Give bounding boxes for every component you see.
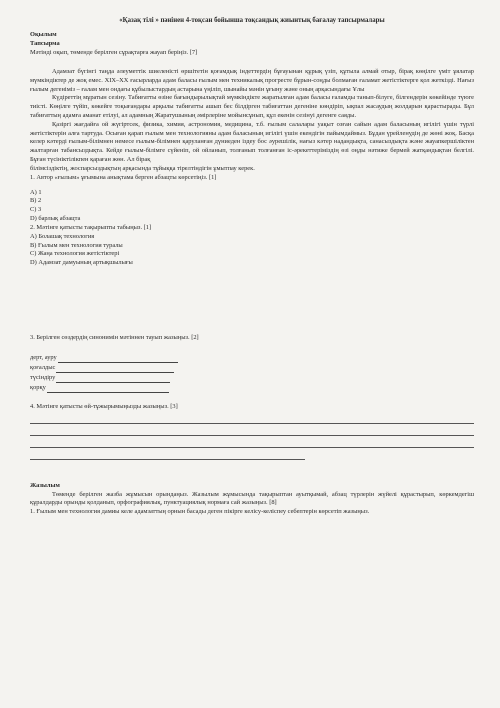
synonym-row xyxy=(30,383,474,393)
writing-task: 1. Ғылым мен технология дамиы келе адамзаттың орнын басады деген пікірге келісу-келіспеу себептерін көрсетіп жазыңыз. xyxy=(30,508,370,516)
q2-option-d: D) Адамзат дамуының артықшылығы xyxy=(30,259,133,267)
question-1: 1. Автор «ғылым» ұғымына анықтама берген абзацты көрсетіңіз. [1] xyxy=(30,173,217,181)
synonym-word: түсіндіру xyxy=(30,374,56,382)
text-paragraph-2: Күдіреттің мұратын сезіну. Табиғатты өзіне бағындырылықтай мүмкіндікте жаратылған адам баласы ғаламды танып-білуге, білгендерін көкейінде түюге тиісті. Көңілге түйіп, көкейге тоқығандары арқылы табиғатты ашып бес білдірген табиғаттан дегеніне көндіріп, ықпал жасаудың жолдарын қарастырады. Бұл табиғаттың адамға аманат етілуі, ал адамның Жаратушының әмірлеріне мойынсұнып, құл екенін сезінуі дегенге саяды. xyxy=(30,94,474,119)
synonym-word: қоғалдыс xyxy=(30,364,56,372)
synonym-answer-field[interactable] xyxy=(56,376,170,383)
text-paragraph-3: Қазіргі жағдайға ой жүгіртсек, физика, химия, астрономия, медицина, т.б. ғылым салалары уақыт озған сайын адам баласының игілігі үшін түрлі жетістіктерін алға тартуда. Осыған қарап ғылым мен технологияны адам баласының игілігі үшін екендігін пайымдаймыз. Бұдан үрейленудің де жөні жоқ. Басқа келер кәтерді ғылым-білімнен немесе ғылым-білімнен қаруланған дүниеден іздеу бос әурешілік, нағыз кәтер надандықта, санасыздықта және жауапкершіліктен жалтарған табансыздықта. Кейде ғылым-білімге сүйеніп, ой ойланып, толғанып толғанған іс-әрекеттеріміздің өзі оңды нәтиже бермей жатқандықтан белгілі. Бұған түсініктілікпен қараған жөн. Ал бірақ xyxy=(30,120,474,164)
q1-option-a: A) 1 xyxy=(30,188,42,196)
synonym-row xyxy=(30,363,474,373)
section-writing-heading: Жазылым xyxy=(30,481,60,489)
synonym-row xyxy=(30,353,474,363)
text-paragraph-4: білімсіздіктің, жоспарсыздықтың арқасында тұйыққа тірелтіндігін ұмытпау керек. xyxy=(30,164,255,172)
q1-option-c: C) 3 xyxy=(30,206,42,214)
q2-option-a: A) Болашақ технология xyxy=(30,232,95,240)
synonym-answer-field[interactable] xyxy=(58,356,178,363)
q2-option-b: B) Ғылым мен технология туралы xyxy=(30,241,123,249)
document-title: «Қазақ тілі » пәнінен 4-тоқсан бойынша тоқсандық жиынтық бағалау тапсырмалары xyxy=(119,17,385,24)
question-3: 3. Берілген сөздердің синонимін мәтіннен тауып жазыңыз. [2] xyxy=(30,334,199,342)
synonym-word: қорқу xyxy=(30,384,46,392)
task-label: Тапсырма xyxy=(30,40,60,48)
synonym-word: дерт, ауру xyxy=(30,354,57,362)
answer-line[interactable] xyxy=(30,436,474,448)
synonym-row xyxy=(30,373,474,383)
section-reading-heading: Оқылым xyxy=(30,31,57,39)
question-2: 2. Мәтінге қатысты тақырыпты табыңыз. [1] xyxy=(30,223,152,231)
synonym-answer-field[interactable] xyxy=(56,366,174,373)
answer-line[interactable] xyxy=(30,448,305,460)
synonym-answer-field[interactable] xyxy=(47,386,169,393)
text-paragraph-1: Адамзат бүгінгі таңда әлеуметтік шиеленісті өршітетін қоғамдық індеттердің бұғауынан құрық үзіп, құтыла алмай отыр, бірақ көңілге үміт ұялатар мүмкіндіктер де жоқ емес. XIX–XX ғасырларда адам баласы ғылым мен техникалық прогресте бұрын-соңды болмаған ғаламат жетістіктерге қол жеткізді. Нағыз ғылым дегеніміз – ғалам мен ондағы құбылыстардың астарына үңіліп, шынайы мәнін ұғыну және оның арқасындағы Ұлы xyxy=(30,67,474,93)
writing-instruction: Төменде берілген жазба жұмысын орындаңыз. Жазылым жұмысында тақырыптан ауытқымай, абзац түрлерін жүйелі құрастырып, көркемдегіш құралдарды орынды қолданып, орфографиялық, пунктуациялық нормаға сай жазыңыз. [8] xyxy=(30,490,474,507)
answer-line[interactable] xyxy=(30,424,474,436)
task-instruction: Мәтінді оқып, төменде берілген сұрақтарға жауап беріңіз. [7] xyxy=(30,49,198,57)
q1-option-b: B) 2 xyxy=(30,197,42,205)
q2-option-c: C) Жаңа технология жетістіктері xyxy=(30,250,120,258)
question-4: 4. Мәтінге қатысты өй-тұжырымыңызды жазыңыз. [3] xyxy=(30,402,178,410)
answer-line[interactable] xyxy=(30,412,474,424)
q1-option-d: D) барлық абзацта xyxy=(30,215,81,223)
